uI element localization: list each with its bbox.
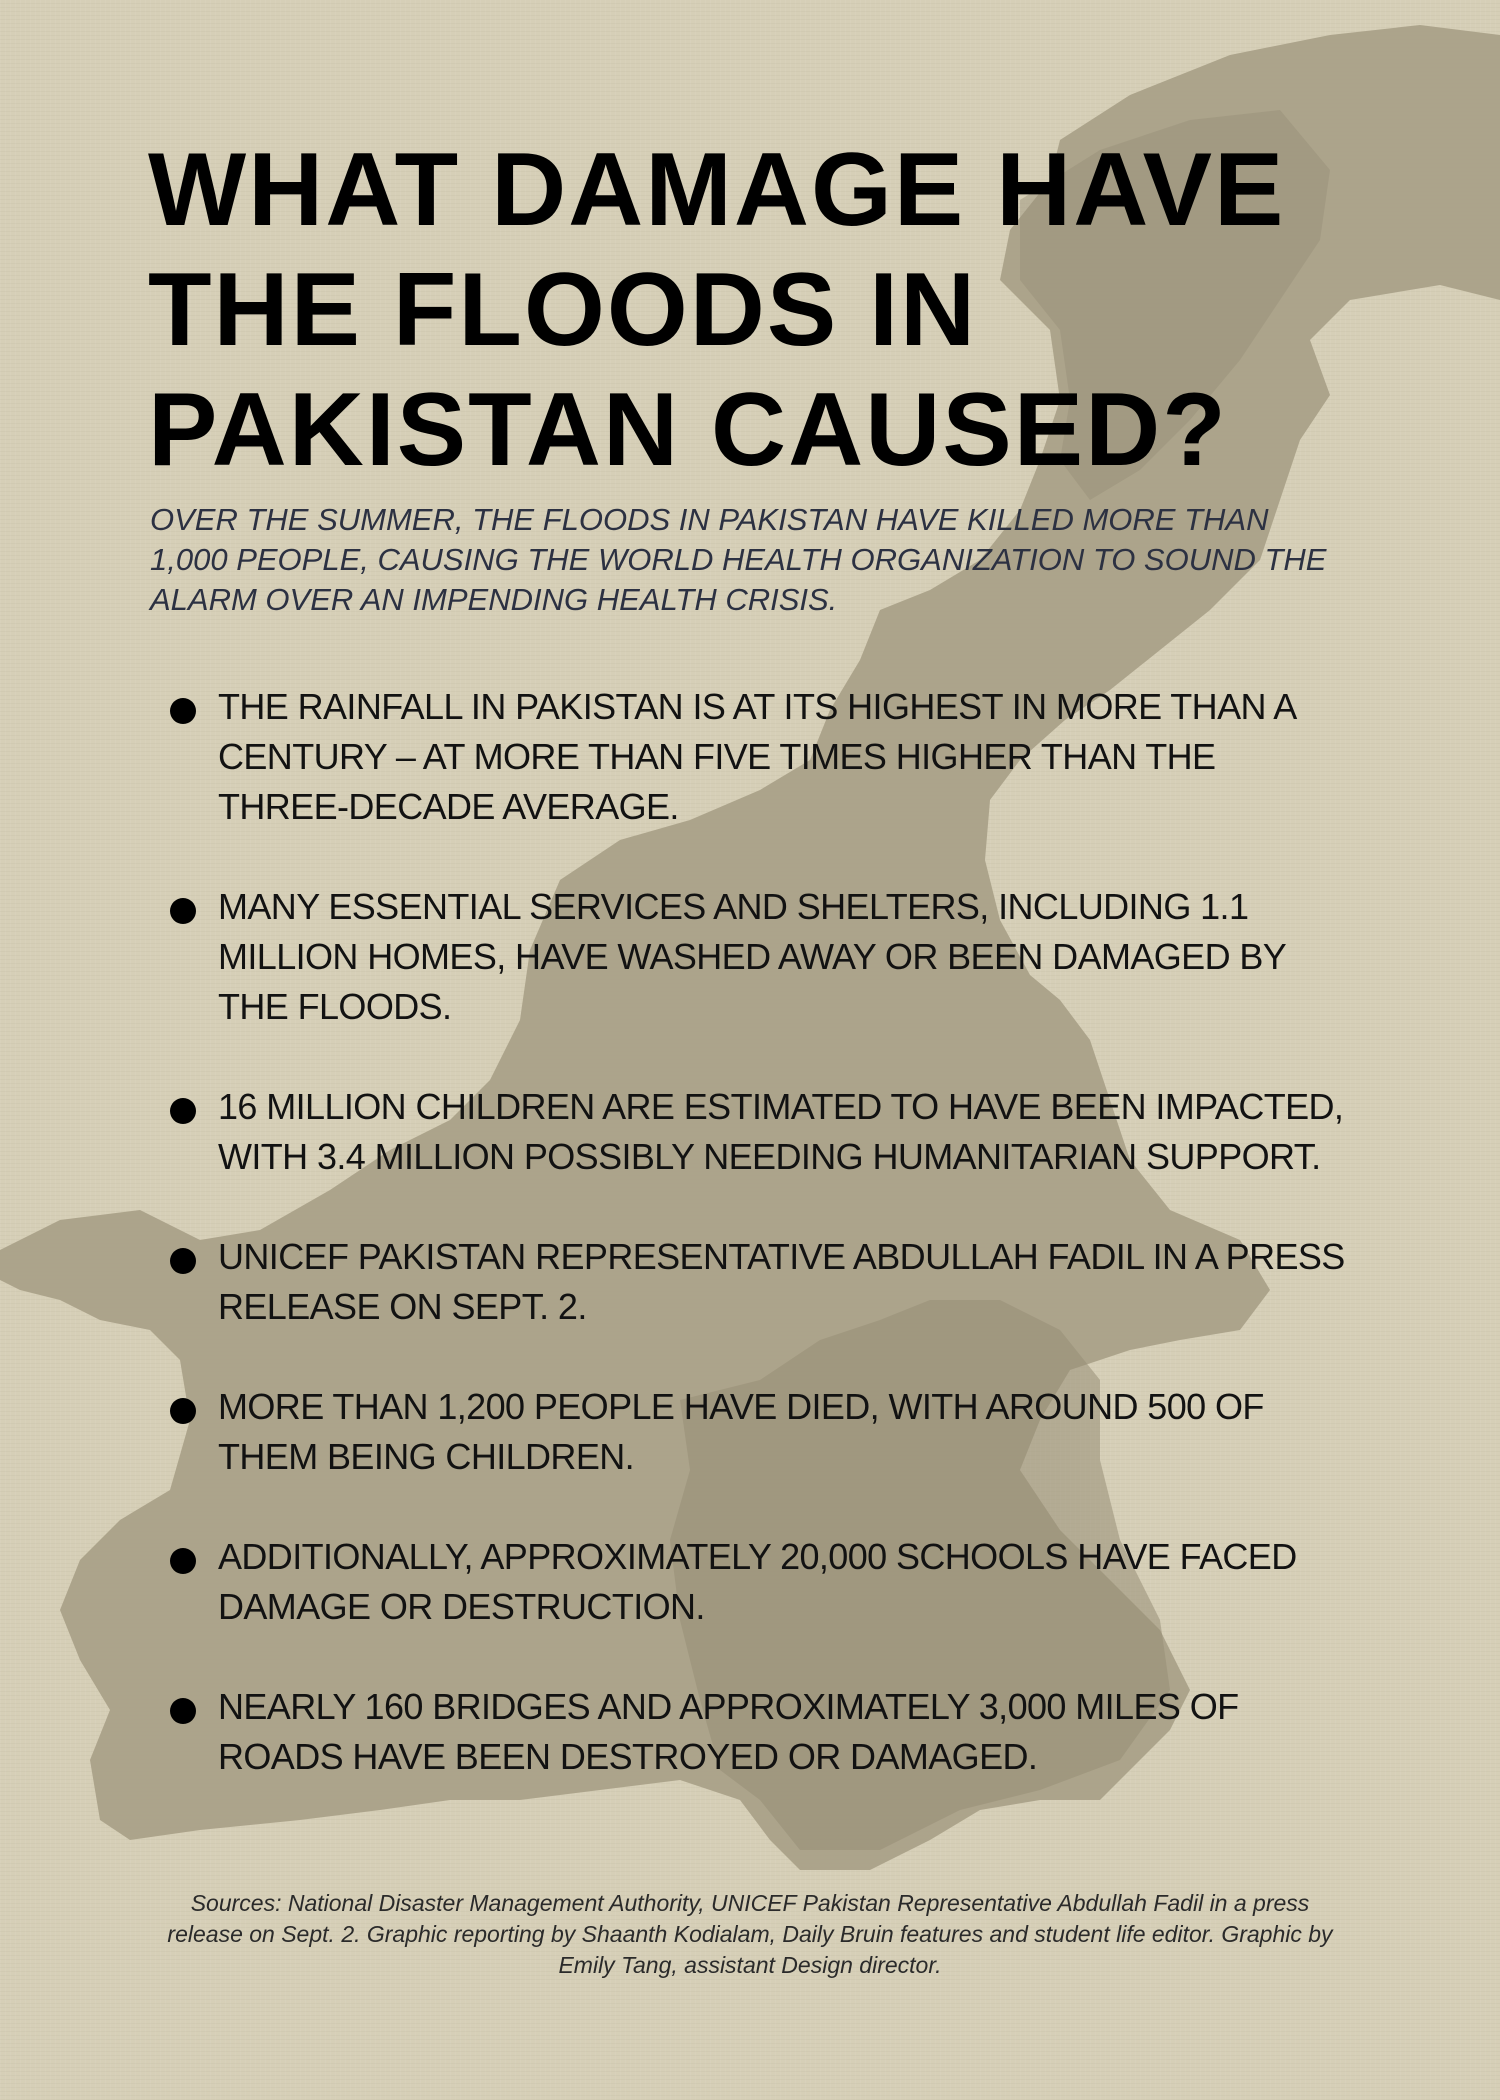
fact-text: UNICEF PAKISTAN REPRESENTATIVE ABDULLAH FADIL IN A PRESS RELEASE ON SEPT. 2.: [218, 1236, 1345, 1327]
fact-text: MORE THAN 1,200 PEOPLE HAVE DIED, WITH AROUND 500 OF THEM BEING CHILDREN.: [218, 1386, 1264, 1477]
list-item: [170, 1532, 1350, 1632]
list-item: [170, 1232, 1350, 1332]
page-title: WHAT DAMAGE HAVE THE FLOODS IN PAKISTAN CAUSED?: [148, 132, 1286, 488]
bullet-icon: [170, 1548, 196, 1574]
fact-text: NEARLY 160 BRIDGES AND APPROXIMATELY 3,000 MILES OF ROADS HAVE BEEN DESTROYED OR DAMAGED.: [218, 1686, 1239, 1777]
bullet-icon: [170, 1098, 196, 1124]
fact-text: THE RAINFALL IN PAKISTAN IS AT ITS HIGHEST IN MORE THAN A CENTURY – AT MORE THAN FIVE TIMES HIGHER THAN THE THREE-DECADE AVERAGE.: [218, 686, 1295, 827]
fact-text: ADDITIONALLY, APPROXIMATELY 20,000 SCHOOLS HAVE FACED DAMAGE OR DESTRUCTION.: [218, 1536, 1297, 1627]
list-item: [170, 1682, 1350, 1782]
bullet-icon: [170, 1398, 196, 1424]
bullet-icon: [170, 1698, 196, 1724]
sources-credits: Sources: National Disaster Management Authority, UNICEF Pakistan Representative Abdullah Fadil in a press release on Sept. 2. Graphic reporting by Shaanth Kodialam, Daily Bruin features and student life editor. Graphic by Emily Tang, assistant Design director.: [167, 1890, 1333, 1978]
fact-text: MANY ESSENTIAL SERVICES AND SHELTERS, INCLUDING 1.1 MILLION HOMES, HAVE WASHED AWAY OR BEEN DAMAGED BY THE FLOODS.: [218, 886, 1286, 1027]
fact-text: 16 MILLION CHILDREN ARE ESTIMATED TO HAVE BEEN IMPACTED, WITH 3.4 MILLION POSSIBLY NEEDING HUMANITARIAN SUPPORT.: [218, 1086, 1344, 1177]
list-item: [170, 1082, 1350, 1182]
list-item: [170, 682, 1350, 832]
bullet-icon: [170, 1248, 196, 1274]
list-item: [170, 882, 1350, 1032]
list-item: [170, 1382, 1350, 1482]
bullet-icon: [170, 898, 196, 924]
bullet-icon: [170, 698, 196, 724]
intro-subtitle: OVER THE SUMMER, THE FLOODS IN PAKISTAN HAVE KILLED MORE THAN 1,000 PEOPLE, CAUSING THE WORLD HEALTH ORGANIZATION TO SOUND THE ALARM OVER AN IMPENDING HEALTH CRISIS.: [150, 502, 1327, 617]
